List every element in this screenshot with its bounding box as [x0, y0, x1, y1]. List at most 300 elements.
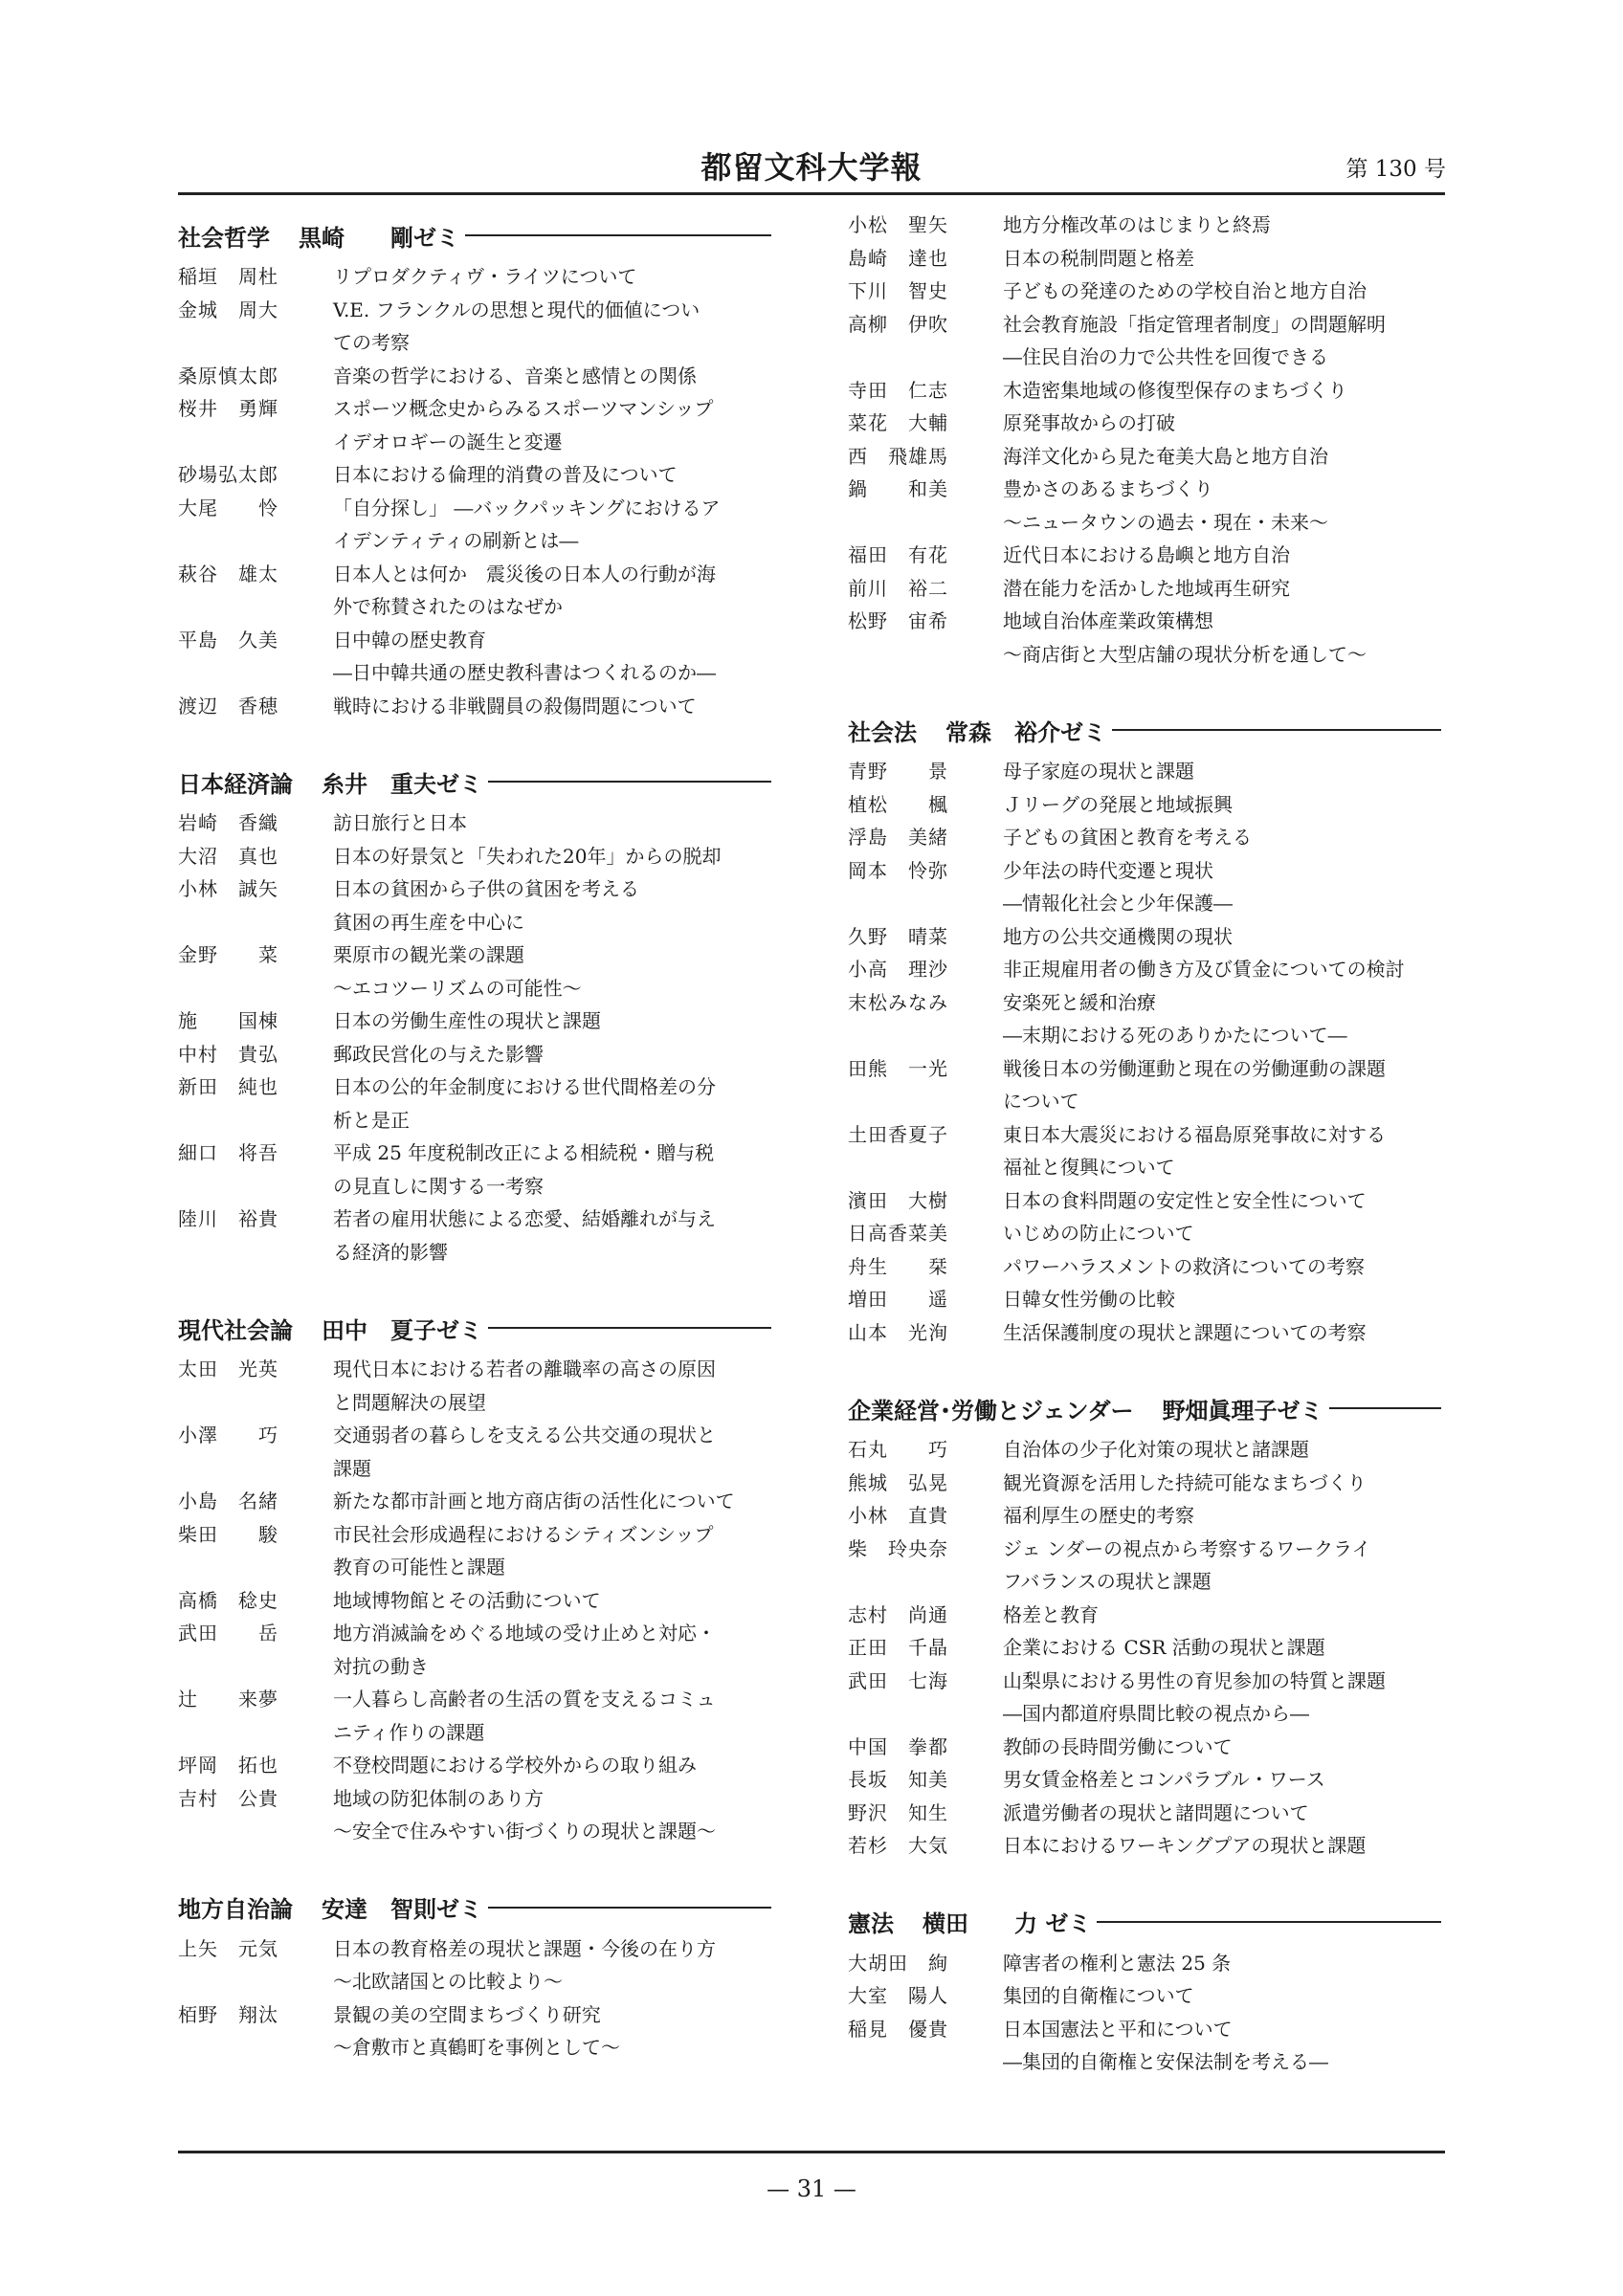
thesis-title [1003, 1599, 1441, 1632]
entry-row [848, 605, 1441, 671]
thesis-title-line: フバランスの現状と課題 [1003, 1570, 1212, 1593]
thesis-title-line: イデオロギーの誕生と変遷 [333, 430, 563, 453]
student-name: 下川 智史 [848, 279, 948, 302]
entry-row [178, 360, 771, 393]
thesis-title [1003, 374, 1441, 408]
thesis-title [333, 294, 771, 360]
thesis-title [333, 872, 771, 938]
student-name: 新田 純也 [178, 1075, 278, 1098]
thesis-title-line: ―末期における死のありかたについて― [1003, 1024, 1347, 1047]
entry-row [178, 1749, 771, 1782]
student-name: 前川 裕二 [848, 576, 948, 600]
entry-row [178, 1203, 771, 1269]
entry-row [178, 392, 771, 458]
student-name: 辻 来夢 [178, 1688, 278, 1711]
thesis-title [333, 690, 771, 723]
thesis-title [1003, 1763, 1441, 1797]
student-name: 熊城 弘晃 [848, 1470, 948, 1494]
entry-row [848, 821, 1441, 854]
student-name: 志村 尚通 [848, 1602, 948, 1626]
student-name: 平島 久美 [178, 628, 278, 651]
student-name: 菜花 大輔 [848, 411, 948, 434]
thesis-title-line: ～倉敷市と真鶴町を事例として～ [333, 2036, 620, 2059]
entry-row [848, 1118, 1441, 1184]
student-name: 大尾 怜 [178, 496, 278, 519]
entry-row [848, 953, 1441, 986]
student-name: 寺田 仁志 [848, 378, 948, 402]
thesis-title-line: 課題 [333, 1456, 371, 1480]
entry-row [178, 690, 771, 723]
thesis-title-line: 日本の好景気と「失われた20年」からの脱却 [333, 844, 722, 868]
entry-row [848, 1829, 1441, 1863]
student-name: 中村 貴弘 [178, 1042, 278, 1066]
thesis-title-line: 新たな都市計画と地方商店街の活性化について [333, 1490, 735, 1512]
thesis-title-line: 安楽死と緩和治療 [1003, 990, 1156, 1014]
entry-row [848, 1250, 1441, 1284]
thesis-title-line: パワーハラスメントの救済についての考察 [1003, 1254, 1365, 1278]
thesis-title-line: 近代日本における島嶼と地方自治 [1003, 543, 1290, 566]
student-name: 岡本 怜弥 [848, 858, 948, 882]
thesis-title [1003, 953, 1441, 986]
student-name: 濱田 大樹 [848, 1188, 948, 1212]
entry-row [178, 458, 771, 492]
student-name: 小松 聖矢 [848, 213, 948, 236]
entry-row [848, 308, 1441, 374]
thesis-title-line: 少年法の時代変遷と現状 [1003, 858, 1213, 882]
student-name: 栢野 翔汰 [178, 2002, 278, 2026]
thesis-title-line: ―集団的自衛権と安保法制を考える― [1003, 2050, 1328, 2073]
entry-row [848, 1184, 1441, 1218]
seminar-section [178, 1309, 771, 1848]
left-column [178, 216, 771, 2105]
thesis-title [1003, 1947, 1441, 1980]
thesis-title [1003, 755, 1441, 788]
seminar-professor: 常森 裕介ゼミ [945, 718, 1106, 746]
thesis-title-line: 市民社会形成過程におけるシティズンシップ [333, 1522, 714, 1546]
thesis-title [1003, 473, 1441, 539]
thesis-title-line: 戦時における非戦闘員の殺傷問題について [333, 694, 697, 718]
heading-rule [1097, 1921, 1441, 1923]
student-name: 鍋 和美 [848, 477, 948, 500]
entry-row [178, 624, 771, 690]
student-name: 土田香夏子 [848, 1122, 948, 1146]
thesis-title-line: 音楽の哲学における、音楽と感情との関係 [333, 364, 697, 387]
seminar-section [178, 1888, 771, 2064]
entry-row [178, 1137, 771, 1203]
thesis-title [333, 806, 771, 840]
thesis-title [333, 1518, 771, 1584]
entry-row [848, 986, 1441, 1052]
student-name: 高柳 伊吹 [848, 312, 948, 336]
student-name: 太田 光英 [178, 1358, 278, 1380]
student-name: 渡辺 香穂 [178, 694, 278, 718]
page-number: — 31 — [767, 2175, 856, 2202]
thesis-title-line: 男女賃金格差とコンパラブル・ワース [1003, 1768, 1325, 1791]
thesis-title [1003, 572, 1441, 606]
thesis-title [1003, 1283, 1441, 1316]
student-name: 山本 光洵 [848, 1320, 948, 1344]
thesis-title-line: 地方分権改革のはじまりと終焉 [1003, 213, 1271, 236]
thesis-title-line: について [1003, 1090, 1079, 1113]
entry-row [848, 374, 1441, 408]
entry-row [178, 1419, 771, 1485]
thesis-title [1003, 1184, 1441, 1218]
thesis-title-line: Ｊリーグの発展と地域振興 [1003, 792, 1233, 816]
thesis-title [1003, 1797, 1441, 1830]
entry-row [178, 1998, 771, 2064]
student-name: 大室 陽人 [848, 1984, 948, 2007]
student-name: 施 国棟 [178, 1009, 278, 1032]
student-name: 青野 景 [848, 760, 948, 783]
student-name: 大胡田 絢 [848, 1951, 948, 1975]
student-name: 植松 楓 [848, 792, 948, 816]
thesis-title-line: ―日中韓共通の歴史教科書はつくれるのか― [333, 661, 716, 684]
entry-row [178, 1353, 771, 1419]
thesis-title [1003, 920, 1441, 954]
student-name: 岩崎 香織 [178, 811, 278, 834]
thesis-title-line: る経済的影響 [333, 1240, 448, 1264]
thesis-title-line: 析と是正 [333, 1108, 410, 1132]
thesis-title-line: リプロダクティヴ・ライツについて [333, 265, 637, 288]
entry-row [848, 1467, 1441, 1500]
thesis-title-line: ―住民自治の力で公共性を回復できる [1003, 345, 1328, 368]
thesis-title [1003, 1979, 1441, 2013]
entry-row [848, 1631, 1441, 1665]
thesis-title-line: 日韓女性労働の比較 [1003, 1288, 1175, 1311]
student-name: 稲垣 周杜 [178, 265, 278, 288]
thesis-title [1003, 1316, 1441, 1350]
student-name: 小林 誠矢 [178, 877, 278, 900]
entry-row [848, 854, 1441, 920]
thesis-title-line: 訪日旅行と日本 [333, 811, 467, 834]
entry-row [178, 294, 771, 360]
thesis-title-line: 集団的自衛権について [1003, 1984, 1194, 2007]
entry-row [848, 1217, 1441, 1250]
student-name: 武田 七海 [848, 1668, 948, 1692]
thesis-title [333, 1749, 771, 1782]
student-name: 田熊 一光 [848, 1056, 948, 1080]
student-name: 久野 晴菜 [848, 924, 948, 948]
student-name: 柴 玲央奈 [848, 1536, 948, 1560]
seminar-heading [848, 1389, 1441, 1427]
thesis-title [333, 938, 771, 1004]
thesis-title-line: 地域博物館とその活動について [333, 1588, 601, 1612]
thesis-title-line: ～エコツーリズムの可能性～ [333, 976, 582, 1000]
thesis-title [1003, 242, 1441, 276]
thesis-title [1003, 539, 1441, 572]
seminar-title: 社会法 [848, 718, 917, 746]
student-name: 末松みなみ [848, 990, 948, 1014]
entry-row [178, 938, 771, 1004]
thesis-title-line: 観光資源を活用した持続可能なまちづくり [1003, 1470, 1367, 1494]
thesis-title [1003, 1631, 1441, 1665]
entry-row [848, 440, 1441, 474]
thesis-title-line: 企業における CSR 活動の現状と課題 [1003, 1636, 1325, 1659]
thesis-title-line: 地方の公共交通機関の現状 [1003, 924, 1233, 948]
student-name: 正田 千晶 [848, 1636, 948, 1659]
student-name: 小林 直貴 [848, 1504, 948, 1527]
thesis-title [333, 624, 771, 690]
thesis-title [333, 1071, 771, 1137]
thesis-title-line: V.E. フランクルの思想と現代的価値につい [333, 298, 700, 321]
student-name: 桑原慎太郎 [178, 364, 278, 387]
student-name: 日高香菜美 [848, 1222, 948, 1245]
entry-row [178, 806, 771, 840]
thesis-title-line: 地域の防犯体制のあり方 [333, 1786, 544, 1810]
heading-rule [488, 781, 771, 783]
thesis-title-line: ジェ ンダーの視点から考察するワークライ [1003, 1536, 1371, 1560]
thesis-title-line: 外で称賛されたのはなぜか [333, 595, 563, 618]
thesis-title [1003, 788, 1441, 822]
thesis-title-line: 景観の美の空間まちづくり研究 [333, 2002, 601, 2026]
thesis-title-line: 格差と教育 [1003, 1602, 1099, 1626]
entry-row [848, 1052, 1441, 1118]
seminar-heading [178, 762, 771, 801]
thesis-title [1003, 1731, 1441, 1764]
seminar-section [848, 1903, 1441, 2079]
entry-row [848, 755, 1441, 788]
entry-row [848, 572, 1441, 606]
entry-row [178, 558, 771, 624]
heading-rule [465, 234, 771, 236]
thesis-title-line: 日中韓の歴史教育 [333, 628, 486, 651]
thesis-title [333, 1584, 771, 1618]
thesis-title [1003, 1433, 1441, 1467]
thesis-title-line: ての考察 [333, 331, 410, 354]
continued-seminar-section [848, 209, 1441, 671]
seminar-section [848, 711, 1441, 1349]
thesis-title-line: 東日本大震災における福島原発事故に対する [1003, 1122, 1386, 1146]
thesis-title-line: 木造密集地域の修復型保存のまちづくり [1003, 378, 1347, 402]
entry-row [848, 2013, 1441, 2079]
entry-row [178, 1071, 771, 1137]
thesis-title-line: 教育の可能性と課題 [333, 1556, 505, 1578]
thesis-title [1003, 854, 1441, 920]
thesis-title [333, 1998, 771, 2064]
student-name: 萩谷 雄太 [178, 562, 278, 585]
thesis-title-line: 現代日本における若者の離職率の高さの原因 [333, 1358, 716, 1380]
entry-row [178, 1038, 771, 1071]
right-column [848, 213, 1441, 2119]
thesis-title-line: 日本の税制問題と格差 [1003, 246, 1194, 270]
thesis-title-line: 生活保護制度の現状と課題についての考察 [1003, 1320, 1367, 1344]
entry-row [848, 1533, 1441, 1599]
entry-row [178, 1584, 771, 1618]
journal-title: 都留文科大学報 [700, 149, 923, 186]
thesis-title-line: と問題解決の展望 [333, 1390, 486, 1414]
thesis-title-line: 交通弱者の暮らしを支える公共交通の現状と [333, 1424, 716, 1446]
heading-rule [488, 1907, 771, 1909]
entry-row [848, 275, 1441, 308]
seminar-professor: 横田 力 ゼミ [923, 1910, 1092, 1937]
thesis-title-line: 豊かさのあるまちづくり [1003, 477, 1213, 500]
thesis-title-line: 母子家庭の現状と課題 [1003, 760, 1194, 783]
thesis-title-line: 日本における倫理的消費の普及について [333, 463, 678, 486]
student-name: 高橋 稔史 [178, 1588, 278, 1612]
student-name: 柴田 駿 [178, 1522, 278, 1546]
thesis-title-line: イデンティティの刷新とは― [333, 529, 579, 552]
student-name: 大沼 真也 [178, 844, 278, 868]
thesis-title-line: 障害者の権利と憲法 25 条 [1003, 1951, 1232, 1975]
thesis-title-line: 日本の食料問題の安定性と安全性について [1003, 1188, 1367, 1212]
student-name: 砂場弘太郎 [178, 463, 278, 486]
thesis-title [333, 1203, 771, 1269]
thesis-title [333, 458, 771, 492]
student-name: 松野 宙希 [848, 609, 948, 632]
thesis-title [1003, 308, 1441, 374]
thesis-title-line: ～ニュータウンの過去・現在・未来～ [1003, 510, 1328, 534]
thesis-title [333, 558, 771, 624]
thesis-title [1003, 986, 1441, 1052]
student-name: 西 飛雄馬 [848, 444, 948, 468]
entry-row [848, 1499, 1441, 1533]
thesis-title [333, 1782, 771, 1848]
student-name: 浮島 美緒 [848, 826, 948, 849]
thesis-title-line: 日本国憲法と平和について [1003, 2017, 1233, 2041]
student-name: 増田 遥 [848, 1288, 948, 1311]
thesis-title [333, 1004, 771, 1038]
thesis-title [1003, 1467, 1441, 1500]
entry-row [178, 1683, 771, 1749]
entry-row [848, 407, 1441, 440]
thesis-title-line: 日本の教育格差の現状と課題・今後の在り方 [333, 1936, 716, 1960]
student-name: 陸川 裕貴 [178, 1207, 278, 1230]
thesis-title [1003, 605, 1441, 671]
thesis-title-line: いじめの防止について [1003, 1222, 1194, 1245]
entry-row [178, 260, 771, 294]
issue-number: 第 130 号 [1345, 157, 1446, 182]
thesis-title-line: ―情報化社会と少年保護― [1003, 892, 1233, 915]
student-name: 吉村 公貴 [178, 1786, 278, 1810]
thesis-title-line: 山梨県における男性の育児参加の特質と課題 [1003, 1668, 1386, 1692]
seminar-heading [178, 216, 771, 254]
entry-row [178, 840, 771, 873]
student-name: 稲見 優貴 [848, 2017, 948, 2041]
thesis-title [333, 360, 771, 393]
thesis-title [1003, 1533, 1441, 1599]
thesis-title [1003, 1250, 1441, 1284]
seminar-professor: 糸井 重夫ゼミ [322, 770, 482, 798]
student-name: 長坂 知美 [848, 1768, 948, 1791]
student-name: 石丸 巧 [848, 1438, 948, 1461]
entry-row [848, 1433, 1441, 1467]
seminar-professor: 野畑眞理子ゼミ [1162, 1397, 1323, 1424]
thesis-title [333, 840, 771, 873]
thesis-title [333, 1353, 771, 1419]
thesis-title [1003, 821, 1441, 854]
entry-row [848, 1947, 1441, 1980]
student-name: 小澤 巧 [178, 1424, 278, 1446]
seminar-title: 日本経済論 [178, 770, 293, 798]
seminar-professor: 黒崎 剛ゼミ [299, 224, 459, 252]
thesis-title [333, 1683, 771, 1749]
entry-row [178, 1518, 771, 1584]
entry-row [848, 209, 1441, 242]
seminar-heading [848, 1903, 1441, 1941]
entry-row [848, 920, 1441, 954]
thesis-title [333, 1617, 771, 1683]
thesis-title-line: 日本におけるワーキングプアの現状と課題 [1003, 1834, 1367, 1857]
entry-row [848, 1763, 1441, 1797]
entry-row [178, 1617, 771, 1683]
thesis-title-line: 地域自治体産業政策構想 [1003, 609, 1213, 632]
thesis-title-line: 海洋文化から見た奄美大島と地方自治 [1003, 444, 1328, 468]
student-name: 金野 菜 [178, 943, 278, 966]
thesis-title-line: 日本人とは何か 震災後の日本人の行動が海 [333, 562, 716, 585]
entry-row [848, 788, 1441, 822]
thesis-title-line: 戦後日本の労働運動と現在の労働運動の課題 [1003, 1056, 1386, 1080]
thesis-title-line: 日本の労働生産性の現状と課題 [333, 1009, 601, 1032]
entry-row [178, 492, 771, 558]
student-name: 坪岡 拓也 [178, 1754, 278, 1777]
thesis-title [1003, 440, 1441, 474]
seminar-section [848, 1389, 1441, 1863]
thesis-title-line: 原発事故からの打破 [1003, 411, 1175, 434]
student-name: 野沢 知生 [848, 1800, 948, 1824]
header-rule [178, 192, 1445, 195]
thesis-title [333, 1485, 771, 1518]
entry-row [848, 539, 1441, 572]
entry-row [848, 1797, 1441, 1830]
student-name: 細口 将吾 [178, 1141, 278, 1164]
thesis-title-line: 若者の雇用状態による恋愛、結婚離れが与え [333, 1207, 716, 1230]
thesis-title-line: ～北欧諸国との比較より～ [333, 1970, 563, 1993]
entry-row [178, 872, 771, 938]
entry-row [848, 1599, 1441, 1632]
thesis-title-line: スポーツ概念史からみるスポーツマンシップ [333, 397, 714, 420]
thesis-title-line: ～安全で住みやすい街づくりの現状と課題～ [333, 1820, 716, 1843]
thesis-title-line: の見直しに関する一考察 [333, 1174, 544, 1198]
thesis-title [333, 1137, 771, 1203]
seminar-heading [178, 1309, 771, 1347]
heading-rule [1112, 729, 1441, 731]
thesis-title-line: 栗原市の観光業の課題 [333, 943, 524, 966]
student-name: 島崎 達也 [848, 246, 948, 270]
entry-row [178, 1004, 771, 1038]
heading-rule [1329, 1407, 1441, 1409]
seminar-section [178, 216, 771, 722]
thesis-title [1003, 1499, 1441, 1533]
thesis-title-line: 対抗の動き [333, 1654, 429, 1678]
thesis-title-line: 「自分探し」 ―バックパッキングにおけるア [333, 496, 721, 519]
thesis-title-line: 福祉と復興について [1003, 1156, 1175, 1179]
thesis-title [1003, 1665, 1441, 1731]
thesis-title-line: 自治体の少子化対策の現状と諸課題 [1003, 1438, 1309, 1461]
thesis-title-line: 貧困の再生産を中心に [333, 910, 524, 934]
thesis-title [1003, 1118, 1441, 1184]
thesis-title-line: 潜在能力を活かした地域再生研究 [1003, 576, 1290, 600]
thesis-title-line: 教師の長時間労働について [1003, 1734, 1233, 1758]
entry-row [848, 1316, 1441, 1350]
student-name: 武田 岳 [178, 1622, 278, 1645]
thesis-title [1003, 2013, 1441, 2079]
seminar-title: 地方自治論 [178, 1896, 293, 1923]
seminar-section [178, 762, 771, 1269]
seminar-title: 企業経営･労働とジェンダー [848, 1397, 1134, 1424]
thesis-title [1003, 275, 1441, 308]
entry-row [178, 1782, 771, 1848]
student-name: 若杉 大気 [848, 1834, 948, 1857]
thesis-title-line: 日本の貧困から子供の貧困を考える [333, 877, 639, 900]
entry-row [848, 1731, 1441, 1764]
entry-row [848, 1665, 1441, 1731]
thesis-title [1003, 209, 1441, 242]
seminar-title: 社会哲学 [178, 224, 270, 252]
student-name: 小高 理沙 [848, 958, 948, 981]
entry-row [178, 1485, 771, 1518]
thesis-title-line: 地方消滅論をめぐる地域の受け止めと対応・ [333, 1622, 716, 1645]
thesis-title [1003, 1052, 1441, 1118]
